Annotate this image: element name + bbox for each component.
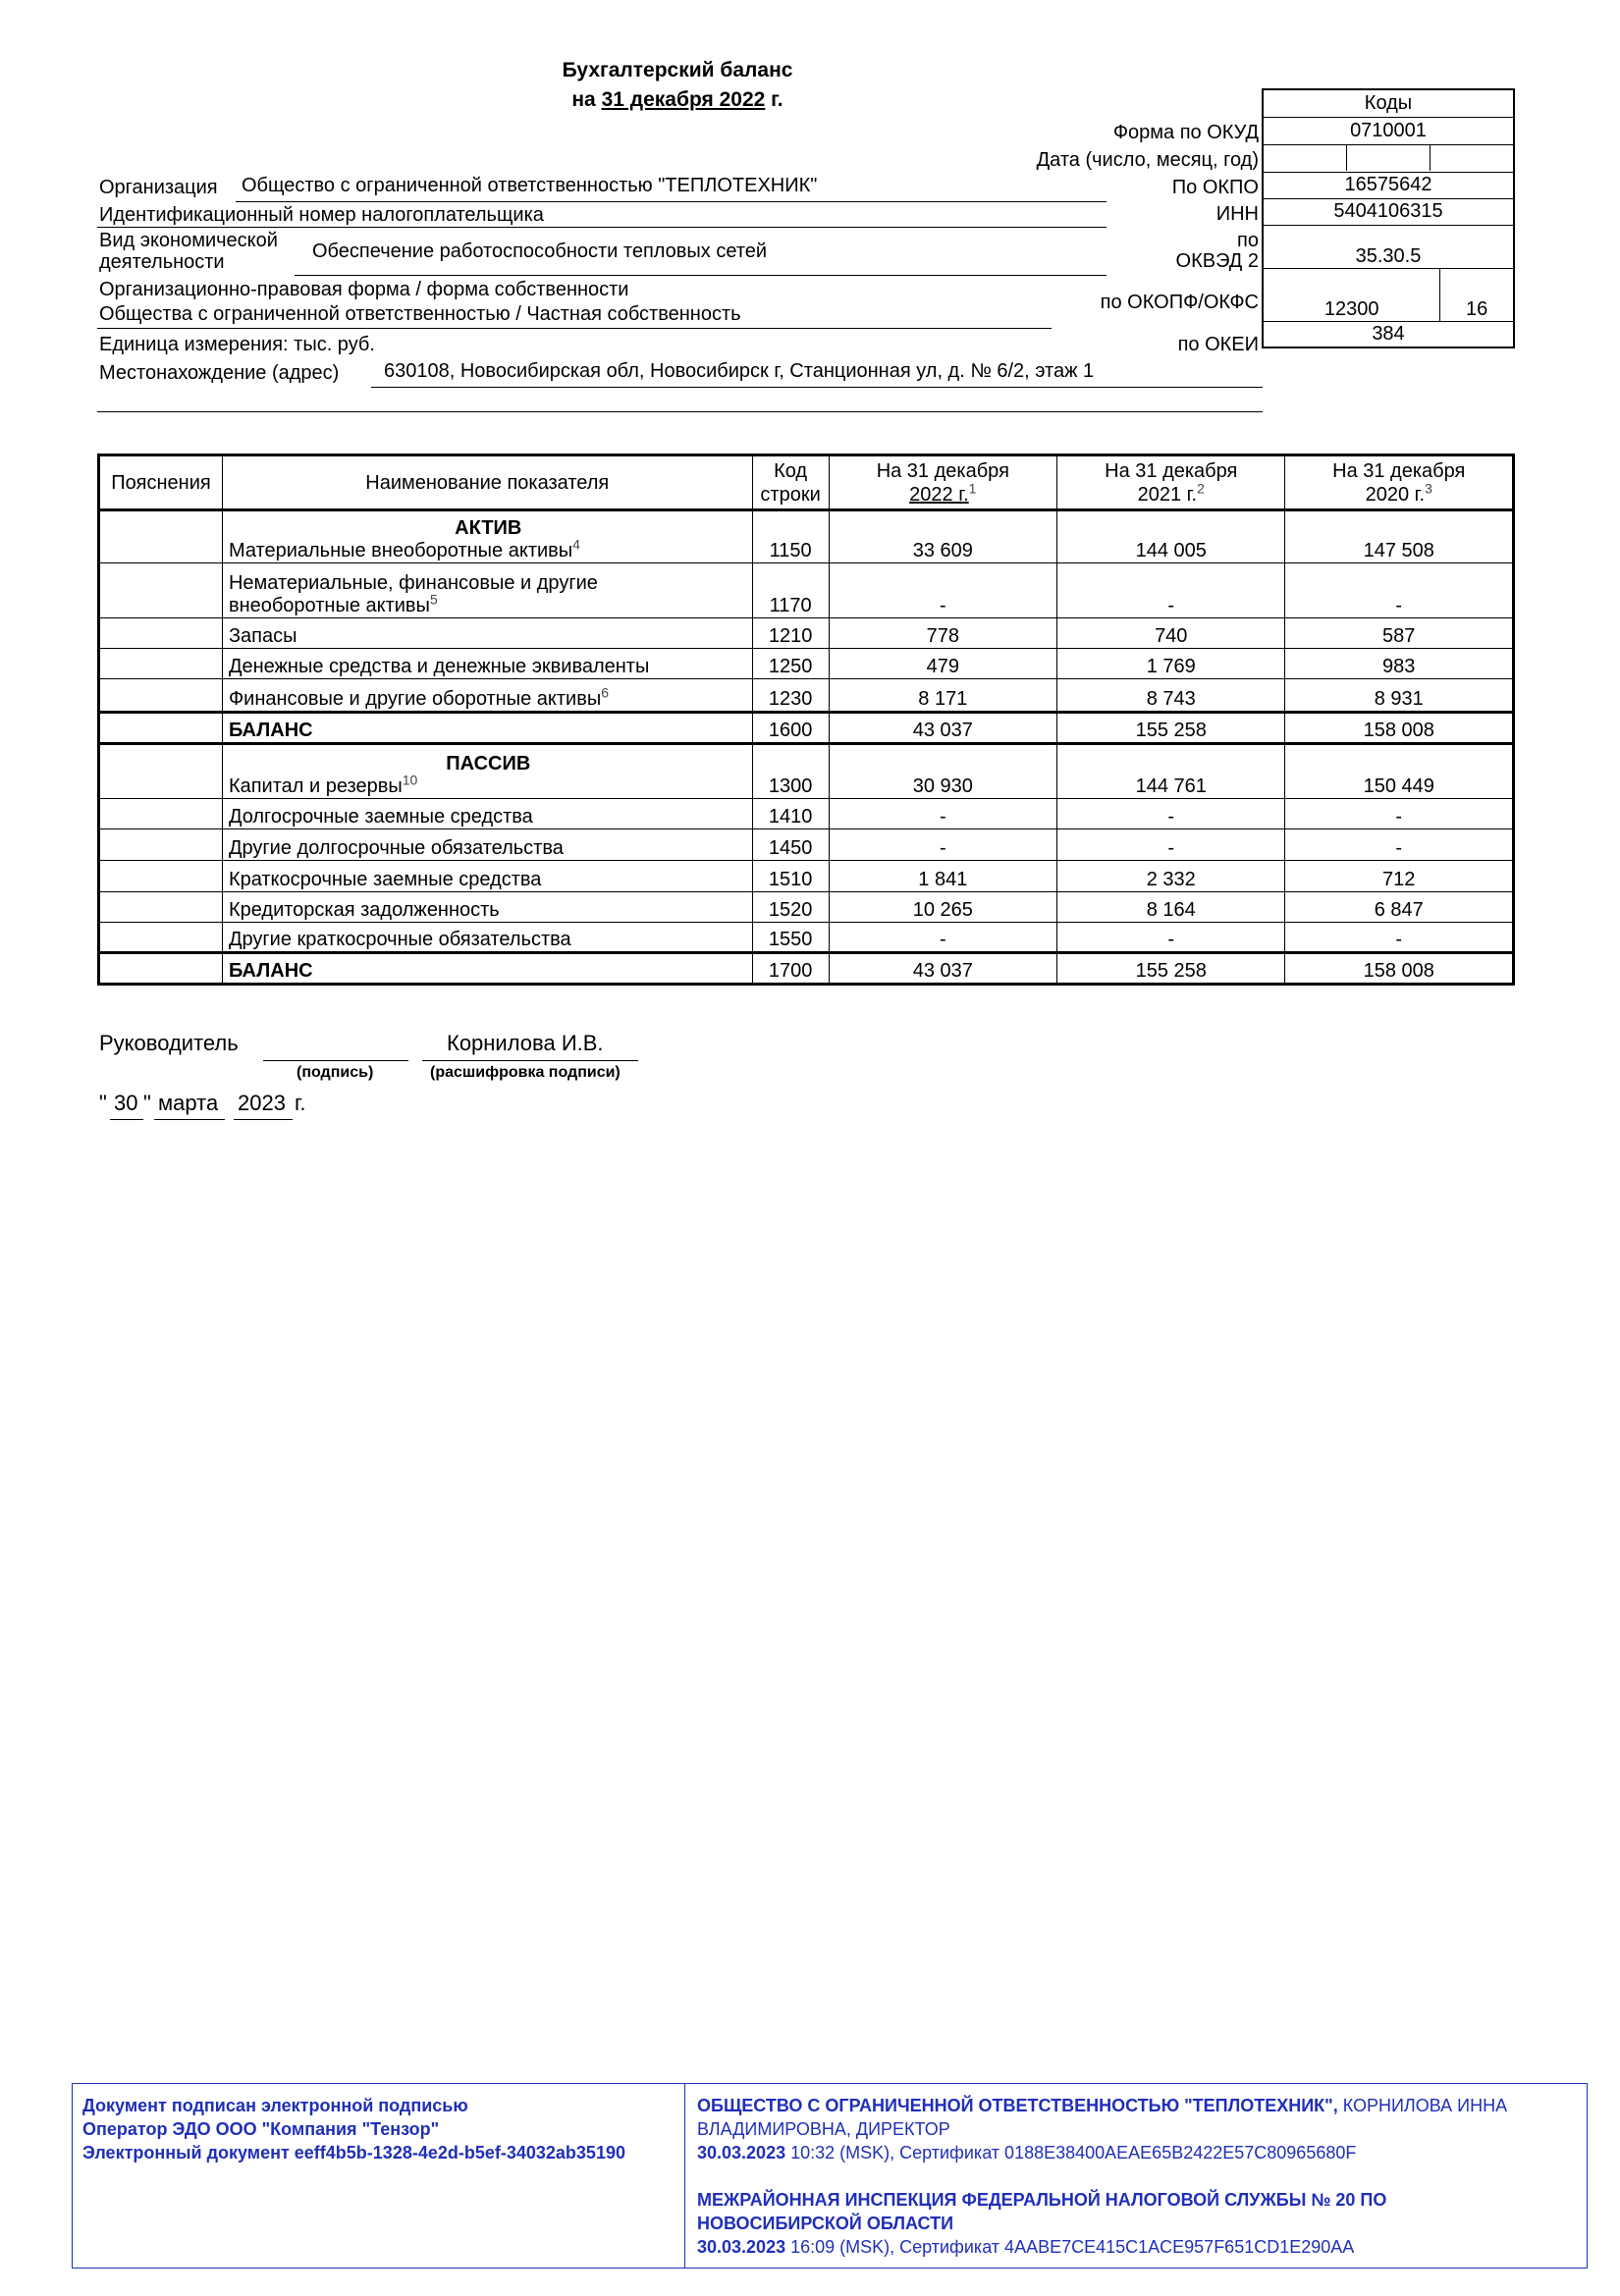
row-label: Материальные внеоборотные активы	[228, 540, 573, 561]
notes-cell	[99, 861, 223, 892]
value-2021: 8 164	[1057, 892, 1285, 923]
value-2020: -	[1285, 923, 1514, 953]
value-2022: 778	[829, 618, 1056, 649]
stamp-signer-1-cert: 30.03.2023 10:32 (MSK), Сертификат 0188E38400AEAE65B2422E57C80965680F	[697, 2143, 1357, 2163]
row-code: 1550	[752, 923, 829, 953]
sign-year-suffix: г.	[295, 1091, 306, 1115]
value-2022: 8 171	[829, 679, 1056, 713]
passiv-section-title: ПАССИВ	[446, 753, 531, 774]
col-header-notes: Пояснения	[99, 455, 223, 510]
value-2021: 144 761	[1057, 744, 1285, 799]
signer-name: Корнилова И.В.	[447, 1031, 604, 1055]
row-label: БАЛАНС	[228, 960, 313, 982]
signer-role: Руководитель	[99, 1031, 239, 1055]
okopf-value: 12300	[1263, 268, 1440, 321]
y2-footnote: 2	[1197, 479, 1205, 496]
row-name	[222, 563, 752, 618]
row-label: Финансовые и другие оборотные активы	[228, 688, 602, 710]
notes-cell	[99, 829, 223, 861]
value-2022: -	[829, 563, 1056, 618]
okved-label-2: ОКВЭД 2	[1175, 250, 1259, 272]
notes-cell	[99, 744, 223, 799]
activity-value: Обеспечение работоспособности тепловых сетей	[312, 240, 768, 262]
okved-value: 35.30.5	[1263, 225, 1514, 268]
value-2020: 6 847	[1285, 892, 1514, 923]
col-header-code	[752, 455, 829, 510]
document-title: Бухгалтерский баланс	[562, 59, 793, 81]
col-header-2021	[1057, 455, 1285, 510]
value-2021: 8 743	[1057, 679, 1285, 713]
table-row	[99, 563, 1514, 618]
value-2020: 158 008	[1285, 953, 1514, 985]
value-2020: -	[1285, 829, 1514, 861]
notes-cell	[99, 649, 223, 679]
unit-label: Единица измерения: тыс. руб.	[99, 334, 375, 355]
row-name	[222, 799, 752, 829]
decode-caption: (расшифровка подписи)	[430, 1064, 621, 1081]
row-code: 1250	[752, 649, 829, 679]
okpo-value: 16575642	[1263, 172, 1514, 198]
table-row	[99, 799, 1514, 829]
col-header-2020	[1285, 455, 1514, 510]
table-row	[99, 861, 1514, 892]
date-quote-close: "	[143, 1091, 151, 1115]
value-2020: 150 449	[1285, 744, 1514, 799]
notes-cell	[99, 892, 223, 923]
value-2021: 155 258	[1057, 953, 1285, 985]
e-signature-stamp	[72, 2083, 1588, 2269]
okud-value: 0710001	[1263, 117, 1514, 144]
row-label: Другие долгосрочные обязательства	[228, 837, 564, 859]
address-underline	[371, 387, 1263, 388]
row-name	[222, 861, 752, 892]
value-2021: 2 332	[1057, 861, 1285, 892]
row-code: 1170	[752, 563, 829, 618]
footnote-mark: 4	[572, 536, 580, 553]
date-quote-open: "	[99, 1091, 107, 1115]
value-2022: 1 841	[829, 861, 1056, 892]
sign-day-line	[110, 1119, 143, 1120]
org-label: Организация	[99, 177, 218, 198]
footnote-mark: 6	[601, 684, 609, 701]
balance-table	[97, 454, 1515, 986]
row-name	[222, 679, 752, 713]
row-label: Краткосрочные заемные средства	[228, 869, 542, 890]
notes-cell	[99, 563, 223, 618]
okei-value: 384	[1263, 321, 1514, 347]
value-2021: -	[1057, 829, 1285, 861]
sign-year-line	[234, 1119, 293, 1120]
notes-cell	[99, 799, 223, 829]
date-year-cell	[1431, 145, 1513, 171]
row-label: Другие краткосрочные обязательства	[228, 929, 571, 950]
date-value-cell	[1263, 144, 1514, 172]
signer-name-line	[422, 1060, 638, 1061]
date-month-cell	[1347, 145, 1431, 171]
value-2021: 144 005	[1057, 510, 1285, 563]
row-name	[222, 953, 752, 985]
value-2022: 30 930	[829, 744, 1056, 799]
address-underline-2	[97, 411, 1263, 412]
okpo-label: По ОКПО	[1171, 177, 1259, 198]
value-2022: -	[829, 799, 1056, 829]
address-value: 630108, Новосибирская обл, Новосибирск г, Станционная ул, д. № 6/2, этаж 1	[384, 360, 1095, 382]
okud-label: Форма по ОКУД	[1112, 122, 1259, 143]
codes-header: Коды	[1263, 89, 1514, 117]
value-2020: 8 931	[1285, 679, 1514, 713]
row-name	[222, 892, 752, 923]
y1-header-line2: 2022 г.	[909, 483, 969, 506]
table-row	[99, 649, 1514, 679]
notes-cell	[99, 953, 223, 985]
table-row	[99, 510, 1514, 563]
sign-day: 30	[114, 1091, 138, 1115]
stamp-divider	[684, 2084, 685, 2268]
document-subtitle	[471, 88, 884, 112]
y1-header-line1: На 31 декабря	[876, 459, 1009, 482]
aktiv-section-title: АКТИВ	[455, 517, 522, 539]
sign-month: марта	[158, 1091, 219, 1115]
value-2022: -	[829, 829, 1056, 861]
value-2022: 479	[829, 649, 1056, 679]
row-label: внеоборотные активы	[228, 595, 430, 616]
value-2020: 712	[1285, 861, 1514, 892]
inn-value: 5404106315	[1263, 198, 1514, 225]
value-2021: 740	[1057, 618, 1285, 649]
notes-cell	[99, 618, 223, 649]
sign-year: 2023	[238, 1091, 286, 1115]
row-code: 1510	[752, 861, 829, 892]
inn-underline	[97, 227, 1107, 228]
value-2020: -	[1285, 799, 1514, 829]
row-code: 1700	[752, 953, 829, 985]
table-row	[99, 679, 1514, 713]
row-label-line1: Нематериальные, финансовые и другие	[228, 572, 598, 594]
row-code: 1300	[752, 744, 829, 799]
row-code: 1450	[752, 829, 829, 861]
table-row	[99, 892, 1514, 923]
balance-row-passiv	[99, 953, 1514, 985]
okfs-value: 16	[1440, 268, 1514, 321]
code-header-line1: Код	[774, 459, 808, 482]
value-2021: 1 769	[1057, 649, 1285, 679]
stamp-operator: Оператор ЭДО ООО "Компания "Тензор"	[82, 2119, 440, 2139]
footnote-mark: 10	[402, 772, 418, 788]
signature-line	[263, 1060, 408, 1061]
row-name	[222, 618, 752, 649]
value-2022: -	[829, 923, 1056, 953]
value-2020: -	[1285, 563, 1514, 618]
row-code: 1410	[752, 799, 829, 829]
y3-footnote: 3	[1425, 479, 1432, 496]
row-label: Кредиторская задолженность	[228, 899, 500, 921]
form-label: Организационно-правовая форма / форма собственности	[99, 279, 629, 300]
form-underline	[97, 328, 1052, 329]
value-2020: 158 008	[1285, 713, 1514, 744]
row-name	[222, 649, 752, 679]
row-code: 1520	[752, 892, 829, 923]
value-2022: 10 265	[829, 892, 1056, 923]
org-value: Общество с ограниченной ответственностью "ТЕПЛОТЕХНИК"	[242, 175, 818, 196]
row-label: Запасы	[228, 625, 297, 647]
row-code: 1150	[752, 510, 829, 563]
activity-label-1: Вид экономической	[99, 230, 278, 251]
table-row	[99, 829, 1514, 861]
row-name	[222, 829, 752, 861]
form-value: Общества с ограниченной ответственностью / Частная собственность	[99, 303, 741, 325]
value-2022: 43 037	[829, 953, 1056, 985]
y1-footnote: 1	[968, 479, 977, 496]
activity-underline	[295, 275, 1107, 276]
address-label: Местонахождение (адрес)	[99, 362, 340, 384]
row-label: Долгосрочные заемные средства	[228, 806, 533, 828]
stamp-signer-2: МЕЖРАЙОННАЯ ИНСПЕКЦИЯ ФЕДЕРАЛЬНОЙ НАЛОГОВОЙ СЛУЖБЫ № 20 ПО	[697, 2190, 1387, 2210]
okopf-label: по ОКОПФ/ОКФС	[1100, 292, 1259, 313]
row-name	[222, 713, 752, 744]
y3-header-line2: 2020 г.	[1365, 483, 1426, 506]
row-label: Капитал и резервы	[228, 775, 403, 797]
org-underline	[236, 201, 1107, 202]
date-day-cell	[1264, 145, 1347, 171]
value-2022: 33 609	[829, 510, 1056, 563]
balance-row-aktiv	[99, 713, 1514, 744]
signature-caption: (подпись)	[297, 1064, 374, 1081]
row-code: 1230	[752, 679, 829, 713]
value-2021: -	[1057, 799, 1285, 829]
report-date: 31 декабря 2022	[601, 88, 766, 111]
y2-header-line1: На 31 декабря	[1105, 459, 1238, 482]
stamp-signer-2-line2: НОВОСИБИРСКОЙ ОБЛАСТИ	[697, 2214, 953, 2233]
sign-month-line	[154, 1119, 225, 1120]
col-header-2022	[829, 455, 1056, 510]
col-header-name: Наименование показателя	[222, 455, 752, 510]
notes-cell	[99, 510, 223, 563]
value-2021: -	[1057, 923, 1285, 953]
date-label: Дата (число, месяц, год)	[1036, 149, 1259, 171]
stamp-signer-2-cert: 30.03.2023 16:09 (MSK), Сертификат 4AABE7CE415C1ACE957F651CD1E290AA	[697, 2237, 1355, 2257]
row-name	[222, 923, 752, 953]
subtitle-suffix: г.	[771, 88, 783, 111]
table-header-row	[99, 455, 1514, 510]
table-row	[99, 618, 1514, 649]
inn-code-label: ИНН	[1215, 203, 1259, 225]
table-row	[99, 923, 1514, 953]
footnote-mark: 5	[429, 591, 438, 608]
value-2020: 587	[1285, 618, 1514, 649]
row-label: БАЛАНС	[228, 720, 313, 741]
row-code: 1210	[752, 618, 829, 649]
inn-label: Идентификационный номер налогоплательщика	[99, 204, 544, 226]
row-name	[222, 744, 752, 799]
value-2020: 983	[1285, 649, 1514, 679]
y2-header-line2: 2021 г.	[1137, 483, 1198, 506]
value-2021: -	[1057, 563, 1285, 618]
notes-cell	[99, 679, 223, 713]
row-name	[222, 510, 752, 563]
stamp-signer-1-position: ВЛАДИМИРОВНА, ДИРЕКТОР	[697, 2119, 950, 2139]
notes-cell	[99, 713, 223, 744]
okved-label-1: по	[1237, 230, 1259, 251]
stamp-signer-1: ОБЩЕСТВО С ОГРАНИЧЕННОЙ ОТВЕТСТВЕННОСТЬЮ "ТЕПЛОТЕХНИК", КОРНИЛОВА ИННА	[697, 2096, 1508, 2115]
row-code: 1600	[752, 713, 829, 744]
subtitle-prefix: на	[571, 88, 596, 111]
stamp-signed-text: Документ подписан электронной подписью	[82, 2096, 468, 2115]
notes-cell	[99, 923, 223, 953]
table-row	[99, 744, 1514, 799]
value-2021: 155 258	[1057, 713, 1285, 744]
row-label: Денежные средства и денежные эквиваленты	[228, 656, 650, 677]
okei-label: по ОКЕИ	[1177, 334, 1259, 355]
code-header-line2: строки	[760, 483, 821, 506]
codes-box	[1262, 88, 1515, 348]
stamp-document-id: Электронный документ eeff4b5b-1328-4e2d-b5ef-34032ab35190	[82, 2143, 625, 2163]
value-2022: 43 037	[829, 713, 1056, 744]
value-2020: 147 508	[1285, 510, 1514, 563]
activity-label-2: деятельности	[99, 251, 225, 273]
y3-header-line1: На 31 декабря	[1332, 459, 1466, 482]
